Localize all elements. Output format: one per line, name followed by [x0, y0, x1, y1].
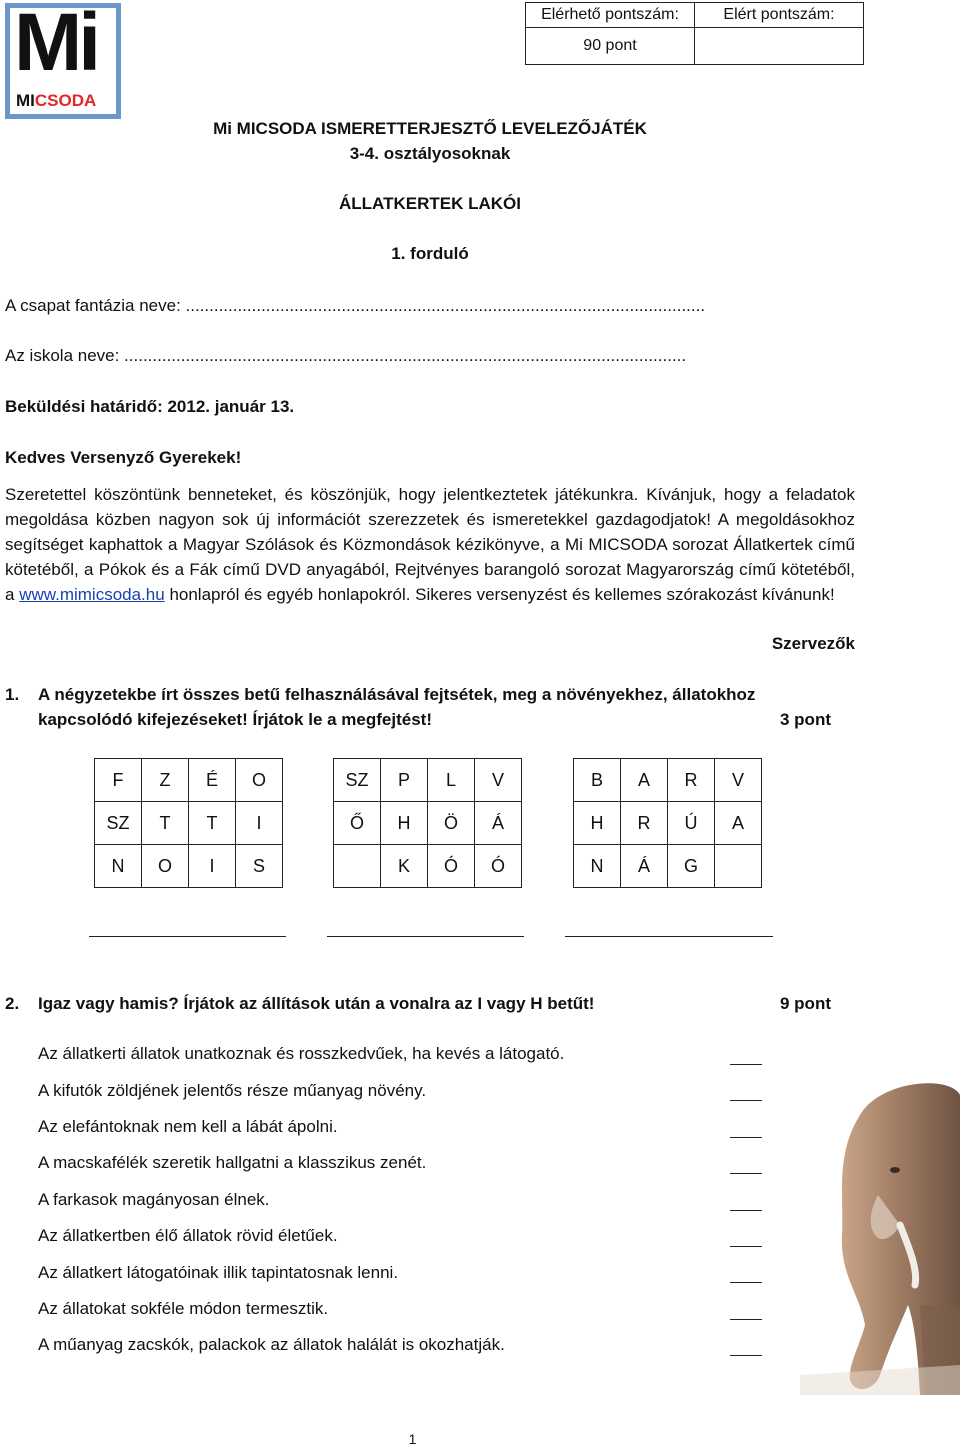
grid-cell: O — [142, 845, 189, 888]
grid-cell: SZ — [334, 759, 381, 802]
grid-cell: A — [621, 759, 668, 802]
achieved-score-field[interactable] — [695, 28, 864, 65]
task2-text: Igaz vagy hamis? Írjátok az állítások után a vonalra az I vagy H betűt! — [38, 994, 595, 1013]
statement: Az állatkerti állatok unatkoznak és rosszkedvűek, ha kevés a látogató. — [38, 1044, 565, 1063]
page-title: ÁLLATKERTEK LAKÓI — [339, 194, 521, 213]
deadline: Beküldési határidő: 2012. január 13. — [5, 397, 295, 416]
answer-line-3[interactable] — [565, 936, 773, 937]
website-link[interactable]: www.mimicsoda.hu — [19, 585, 165, 604]
grid-cell: N — [574, 845, 621, 888]
answer-line-2[interactable] — [327, 936, 524, 937]
answer-blank[interactable] — [730, 1100, 762, 1101]
grid-cell: H — [381, 802, 428, 845]
grid-cell: B — [574, 759, 621, 802]
answer-blank[interactable] — [730, 1246, 762, 1247]
school-name-field[interactable]: Az iskola neve: ....................................................................................................................... — [5, 346, 687, 365]
grid-cell: SZ — [95, 802, 142, 845]
score-table — [525, 2, 864, 65]
answer-blank[interactable] — [730, 1282, 762, 1283]
signature: Szervezők — [771, 634, 855, 653]
grid-cell: N — [95, 845, 142, 888]
grid-cell: I — [236, 802, 283, 845]
statement: A kifutók zöldjének jelentős része műanyag növény. — [38, 1081, 427, 1100]
grid-cell: Á — [475, 802, 522, 845]
answer-blank[interactable] — [730, 1137, 762, 1138]
grid-cell: P — [381, 759, 428, 802]
grid-cell: R — [621, 802, 668, 845]
intro-paragraph: Szeretettel köszöntünk benneteket, és köszönjük, hogy jelentkeztetek játékunkra. Kívánjuk, hogy a feladatok megoldása közben nagyon sok új információt szerezzetek és ismeretekkel gazdagodjatok! A megoldásokhoz segítséget kaphattok a Magyar Szólások és Közmondások kézikönyve, a Mi MICSODA sorozat Állatkertek című kötetéből, a Pókok és a Fák című DVD anyagából, Rejtvényes barangoló sorozat Magyarország című kötetéből, a www.mimicsoda.hu honlapról és egyéb honlapokról. Sikeres versenyzést és kellemes szórakozást kívánunk! — [5, 485, 855, 604]
header-line1: Mi MICSODA ISMERETTERJESZTŐ LEVELEZŐJÁTÉK — [213, 119, 647, 138]
answer-blank[interactable] — [730, 1173, 762, 1174]
grid-cell: Ú — [668, 802, 715, 845]
answer-blank[interactable] — [730, 1319, 762, 1320]
grid-cell: K — [381, 845, 428, 888]
grid-cell: Á — [621, 845, 668, 888]
statement: Az elefántoknak nem kell a lábát ápolni. — [38, 1117, 338, 1136]
grid-cell: Z — [142, 759, 189, 802]
available-score-value: 90 pont — [526, 28, 695, 65]
grid-cell: S — [236, 845, 283, 888]
grid-cell: T — [142, 802, 189, 845]
greeting: Kedves Versenyző Gyerekek! — [5, 448, 242, 467]
task2-points: 9 pont — [780, 994, 831, 1013]
statement: Az állatokat sokféle módon termesztik. — [38, 1299, 329, 1318]
letter-grid-2 — [333, 758, 522, 888]
grid-cell: I — [189, 845, 236, 888]
answer-blank[interactable] — [730, 1355, 762, 1356]
grid-cell: O — [236, 759, 283, 802]
round-label: 1. forduló — [391, 244, 469, 263]
page-number: 1 — [408, 1431, 417, 1447]
grid-cell — [334, 845, 381, 888]
logo-mi-text: Mi — [14, 0, 98, 88]
grid-cell — [715, 845, 762, 888]
grid-cell: T — [189, 802, 236, 845]
grid-cell: A — [715, 802, 762, 845]
answer-blank[interactable] — [730, 1064, 762, 1065]
achieved-score-label: Elért pontszám: — [695, 3, 864, 28]
grid-cell: V — [715, 759, 762, 802]
statement: Az állatkert látogatóinak illik tapintatosnak lenni. — [38, 1263, 399, 1282]
grid-cell: L — [428, 759, 475, 802]
grid-cell: H — [574, 802, 621, 845]
logo-micsoda-text: MICSODA — [16, 91, 97, 110]
micsoda-logo — [5, 0, 121, 119]
grid-cell: F — [95, 759, 142, 802]
available-score-label: Elérhető pontszám: — [526, 3, 695, 28]
statement: A macskafélék szeretik hallgatni a klasszikus zenét. — [38, 1153, 427, 1172]
header-line2: 3-4. osztályosoknak — [349, 144, 511, 163]
grid-cell: Ó — [475, 845, 522, 888]
task1-points: 3 pont — [780, 710, 831, 729]
task2-number: 2. — [5, 994, 20, 1013]
grid-cell: R — [668, 759, 715, 802]
answer-line-1[interactable] — [89, 936, 286, 937]
grid-cell: É — [189, 759, 236, 802]
task1-text-line1: A négyzetekbe írt összes betű felhasználásával fejtsétek, meg a növényekhez, állatokhoz — [38, 685, 756, 704]
task1-text-line2: kapcsolódó kifejezéseket! Írjátok le a megfejtést! — [38, 710, 432, 729]
elephant-image — [800, 1075, 960, 1395]
grid-cell: V — [475, 759, 522, 802]
task1-number: 1. — [5, 685, 20, 704]
statement: Az állatkertben élő állatok rövid életűek. — [38, 1226, 338, 1245]
statement: A farkasok magányosan élnek. — [38, 1190, 270, 1209]
statement: A műanyag zacskók, palackok az állatok halálát is okozhatják. — [38, 1335, 505, 1354]
answer-blank[interactable] — [730, 1210, 762, 1211]
grid-cell: Ö — [428, 802, 475, 845]
letter-grid-3 — [573, 758, 762, 888]
team-name-field[interactable]: A csapat fantázia neve: .............................................................................................................. — [5, 296, 706, 315]
grid-cell: Ó — [428, 845, 475, 888]
grid-cell: Ő — [334, 802, 381, 845]
letter-grid-1 — [94, 758, 283, 888]
grid-cell: G — [668, 845, 715, 888]
